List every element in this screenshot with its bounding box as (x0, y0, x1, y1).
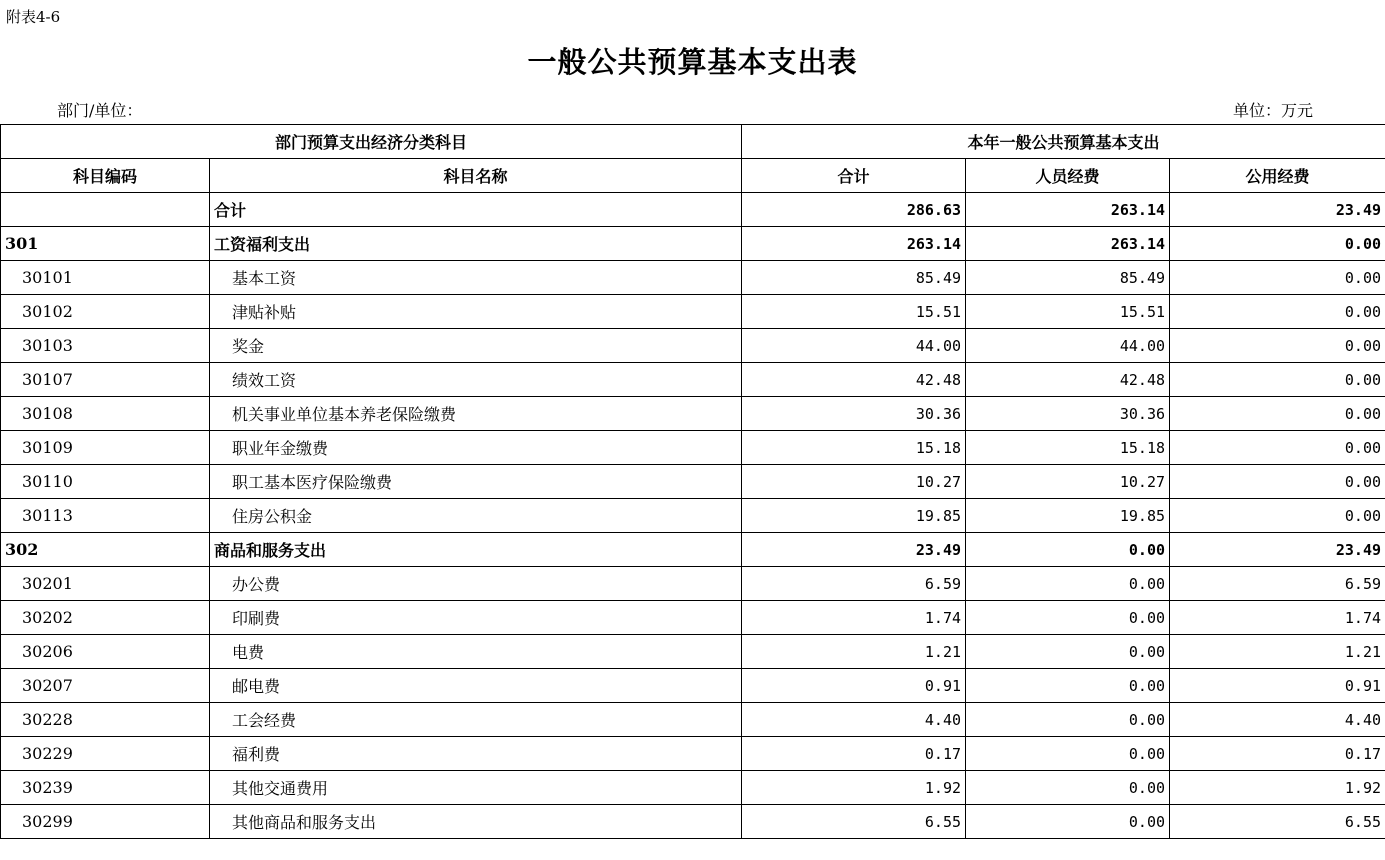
personnel-expense-cell: 10.27 (966, 465, 1170, 499)
subject-code-cell: 301 (1, 227, 210, 261)
total-cell: 6.55 (742, 805, 966, 839)
public-expense-cell: 6.55 (1170, 805, 1385, 839)
personnel-expense-cell: 30.36 (966, 397, 1170, 431)
table-row (1, 567, 1385, 601)
table-row (1, 669, 1385, 703)
table-row (1, 499, 1385, 533)
personnel-expense-cell: 15.18 (966, 431, 1170, 465)
total-cell: 286.63 (742, 193, 966, 227)
subject-name-cell: 合计 (210, 193, 742, 227)
public-expense-cell: 0.00 (1170, 465, 1385, 499)
table-row (1, 329, 1385, 363)
subject-code-cell: 30202 (1, 601, 210, 635)
personnel-expense-cell: 0.00 (966, 703, 1170, 737)
subject-code-cell: 30109 (1, 431, 210, 465)
subject-name-cell: 办公费 (210, 567, 742, 601)
total-cell: 30.36 (742, 397, 966, 431)
subject-name-cell: 福利费 (210, 737, 742, 771)
total-cell: 4.40 (742, 703, 966, 737)
subject-name-cell: 其他商品和服务支出 (210, 805, 742, 839)
total-cell: 0.17 (742, 737, 966, 771)
subject-name-cell: 电费 (210, 635, 742, 669)
subject-name-cell: 机关事业单位基本养老保险缴费 (210, 397, 742, 431)
personnel-expense-cell: 263.14 (966, 193, 1170, 227)
public-expense-cell: 23.49 (1170, 193, 1385, 227)
table-row (1, 295, 1385, 329)
unit-label: 单位：万元 (1233, 101, 1314, 120)
total-cell: 1.21 (742, 635, 966, 669)
public-expense-cell: 1.21 (1170, 635, 1385, 669)
total-cell: 15.18 (742, 431, 966, 465)
subject-name-cell: 津贴补贴 (210, 295, 742, 329)
header-personnel-expense: 人员经费 (966, 159, 1170, 193)
total-cell: 1.74 (742, 601, 966, 635)
public-expense-cell: 0.00 (1170, 261, 1385, 295)
table-row (1, 193, 1385, 227)
subject-name-cell: 基本工资 (210, 261, 742, 295)
subject-code-cell: 30110 (1, 465, 210, 499)
header-subject-code: 科目编码 (1, 159, 210, 193)
table-row (1, 703, 1385, 737)
page-title: 一般公共预算基本支出表 (527, 45, 858, 79)
subject-name-cell: 工资福利支出 (210, 227, 742, 261)
subject-name-cell: 邮电费 (210, 669, 742, 703)
subject-code-cell: 30229 (1, 737, 210, 771)
personnel-expense-cell: 44.00 (966, 329, 1170, 363)
table-row (1, 737, 1385, 771)
public-expense-cell: 0.91 (1170, 669, 1385, 703)
table-row (1, 227, 1385, 261)
total-cell: 42.48 (742, 363, 966, 397)
personnel-expense-cell: 0.00 (966, 567, 1170, 601)
total-cell: 1.92 (742, 771, 966, 805)
subject-code-cell: 30206 (1, 635, 210, 669)
table-row (1, 771, 1385, 805)
department-label: 部门/单位： (57, 101, 143, 120)
subject-code-cell: 30201 (1, 567, 210, 601)
table-row (1, 363, 1385, 397)
table-row (1, 533, 1385, 567)
public-expense-cell: 0.00 (1170, 363, 1385, 397)
personnel-expense-cell: 15.51 (966, 295, 1170, 329)
table-body (1, 193, 1385, 839)
personnel-expense-cell: 0.00 (966, 669, 1170, 703)
personnel-expense-cell: 0.00 (966, 805, 1170, 839)
subject-code-cell: 30228 (1, 703, 210, 737)
subject-name-cell: 职业年金缴费 (210, 431, 742, 465)
subject-code-cell: 30103 (1, 329, 210, 363)
subject-code-cell: 30108 (1, 397, 210, 431)
table-row (1, 635, 1385, 669)
subject-name-cell: 商品和服务支出 (210, 533, 742, 567)
subject-code-cell (1, 193, 210, 227)
total-cell: 10.27 (742, 465, 966, 499)
table-row (1, 261, 1385, 295)
personnel-expense-cell: 85.49 (966, 261, 1170, 295)
personnel-expense-cell: 42.48 (966, 363, 1170, 397)
public-expense-cell: 1.74 (1170, 601, 1385, 635)
public-expense-cell: 6.59 (1170, 567, 1385, 601)
subject-code-cell: 30113 (1, 499, 210, 533)
header-group-basic-expenditure: 本年一般公共预算基本支出 (742, 125, 1385, 159)
personnel-expense-cell: 0.00 (966, 771, 1170, 805)
table-row (1, 465, 1385, 499)
personnel-expense-cell: 0.00 (966, 533, 1170, 567)
personnel-expense-cell: 0.00 (966, 737, 1170, 771)
total-cell: 85.49 (742, 261, 966, 295)
table-row (1, 601, 1385, 635)
personnel-expense-cell: 19.85 (966, 499, 1170, 533)
header-public-expense: 公用经费 (1170, 159, 1385, 193)
public-expense-cell: 0.00 (1170, 227, 1385, 261)
subject-name-cell: 奖金 (210, 329, 742, 363)
subject-code-cell: 30101 (1, 261, 210, 295)
total-cell: 15.51 (742, 295, 966, 329)
public-expense-cell: 0.00 (1170, 431, 1385, 465)
subject-code-cell: 302 (1, 533, 210, 567)
public-expense-cell: 0.17 (1170, 737, 1385, 771)
public-expense-cell: 0.00 (1170, 295, 1385, 329)
subject-name-cell: 其他交通费用 (210, 771, 742, 805)
subject-code-cell: 30107 (1, 363, 210, 397)
public-expense-cell: 23.49 (1170, 533, 1385, 567)
personnel-expense-cell: 263.14 (966, 227, 1170, 261)
subject-name-cell: 住房公积金 (210, 499, 742, 533)
subject-code-cell: 30102 (1, 295, 210, 329)
table-row (1, 431, 1385, 465)
subject-code-cell: 30239 (1, 771, 210, 805)
total-cell: 6.59 (742, 567, 966, 601)
subject-code-cell: 30299 (1, 805, 210, 839)
subject-name-cell: 绩效工资 (210, 363, 742, 397)
public-expense-cell: 0.00 (1170, 499, 1385, 533)
table-row (1, 805, 1385, 839)
personnel-expense-cell: 0.00 (966, 635, 1170, 669)
subject-name-cell: 印刷费 (210, 601, 742, 635)
public-expense-cell: 0.00 (1170, 397, 1385, 431)
public-expense-cell: 4.40 (1170, 703, 1385, 737)
header-total: 合计 (742, 159, 966, 193)
total-cell: 263.14 (742, 227, 966, 261)
header-subject-name: 科目名称 (210, 159, 742, 193)
total-cell: 0.91 (742, 669, 966, 703)
subject-name-cell: 工会经费 (210, 703, 742, 737)
personnel-expense-cell: 0.00 (966, 601, 1170, 635)
budget-table (0, 124, 1385, 839)
table-row (1, 397, 1385, 431)
attachment-label: 附表4-6 (6, 8, 61, 26)
public-expense-cell: 1.92 (1170, 771, 1385, 805)
total-cell: 23.49 (742, 533, 966, 567)
subject-name-cell: 职工基本医疗保险缴费 (210, 465, 742, 499)
total-cell: 44.00 (742, 329, 966, 363)
header-group-economic-category: 部门预算支出经济分类科目 (1, 125, 742, 159)
total-cell: 19.85 (742, 499, 966, 533)
subject-code-cell: 30207 (1, 669, 210, 703)
public-expense-cell: 0.00 (1170, 329, 1385, 363)
